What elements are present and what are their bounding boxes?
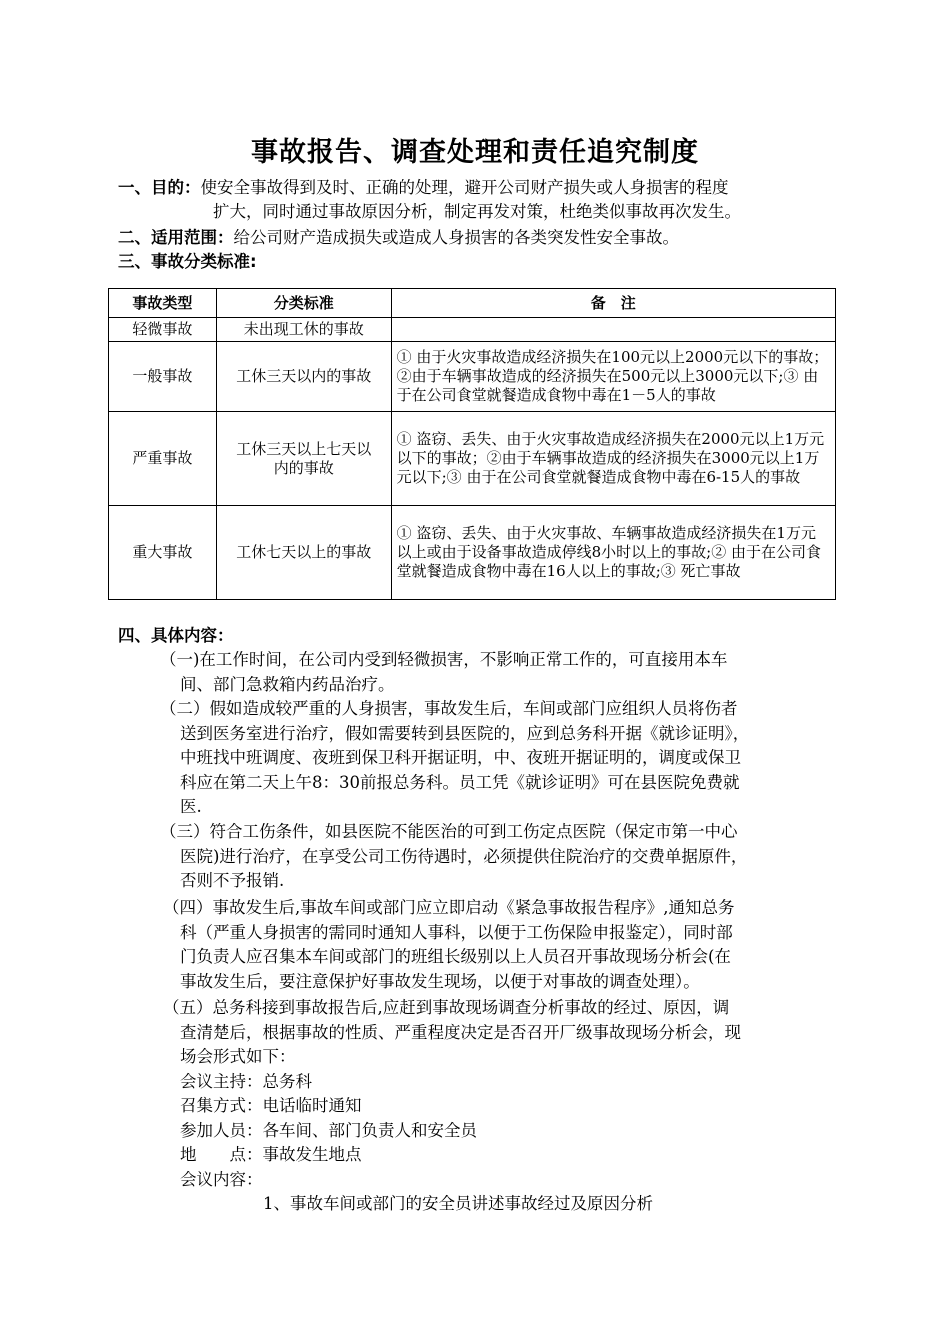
p2-line-2: 送到医务室进行治疗，假如需要转到县医院的，应到总务科开据《就诊证明》， [180, 723, 750, 743]
table-row [109, 412, 836, 506]
p4-line-4: 事故发生后，要注意保护好事故发生现场，以便于对事故的调查处理）。 [180, 971, 700, 991]
p1-line-1: （一)在工作时间，在公司内受到轻微损害，不影响正常工作的，可直接用本车 [160, 650, 728, 669]
p3-line-3: 否则不予报销. [180, 871, 285, 890]
document-title: 事故报告、调查处理和责任追究制度 [251, 137, 699, 168]
row-type: 轻微事故 [109, 318, 217, 342]
content-label: 四、具体内容： [118, 626, 234, 645]
row-note [391, 318, 835, 342]
row-note: ① 盗窃、丢失、由于火灾事故、车辆事故造成经济损失在1万元以上或由于设备事故造成停线8小时以上的事故;② 由于在公司食堂就餐造成食物中毒在16人以上的事故;③ 死亡事故 [391, 506, 835, 600]
meeting-attendees: 参加人员：各车间、部门负责人和安全员 [180, 1120, 477, 1140]
purpose-text: 使安全事故得到及时、正确的处理，避开公司财产损失或人身损害的程度 [200, 178, 729, 197]
row-note: ① 由于火灾事故造成经济损失在100元以上2000元以下的事故；②由于车辆事故造成的经济损失在500元以上3000元以下;③ 由于在公司食堂就餐造成食物中毒在1－5人的事故 [391, 342, 835, 412]
table-row [109, 506, 836, 600]
purpose-label: 一、目的： [118, 178, 201, 197]
row-standard: 工休七天以上的事故 [216, 506, 391, 600]
paragraph-1 [160, 648, 727, 697]
row-standard: 未出现工休的事故 [216, 318, 391, 342]
paragraph-3 [160, 820, 747, 894]
p5-line-1: （五）总务科接到事故报告后,应赶到事故现场调查分析事故的经过、原因，调 [163, 998, 730, 1017]
table-header-row [109, 289, 836, 318]
row-type: 一般事故 [109, 342, 217, 412]
scope-line [118, 226, 679, 250]
p2-line-5: 医. [180, 797, 202, 816]
header-standard: 分类标准 [216, 289, 391, 318]
meeting-host: 会议主持：总务科 [180, 1071, 312, 1091]
meeting-method: 召集方式：电话临时通知 [180, 1096, 362, 1115]
meeting-content-label: 会议内容： [180, 1169, 263, 1189]
meeting-content-item-1: 1、事故车间或部门的安全员讲述事故经过及原因分析 [263, 1194, 653, 1213]
classification-label: 三、事故分类标准: [118, 252, 257, 271]
p3-line-2: 医院)进行治疗，在享受公司工伤待遇时，必须提供住院治疗的交费单据原件， [180, 846, 748, 866]
p4-line-2: 科（严重人身损害的需同时通知人事科，以便于工伤保险申报鉴定），同时部 [180, 922, 733, 942]
p2-line-4: 科应在第二天上午8：30前报总务科。员工凭《就诊证明》可在县医院免费就 [180, 772, 740, 792]
scope-text: 给公司财产造成损失或造成人身损害的各类突发性安全事故。 [233, 228, 679, 247]
p2-line-3: 中班找中班调度、夜班到保卫科开据证明，中、夜班开据证明的，调度或保卫 [180, 748, 741, 767]
paragraph-5 [163, 996, 741, 1217]
scope-label: 二、适用范围： [118, 228, 234, 247]
p5-line-3: 场会形式如下： [180, 1047, 296, 1066]
purpose-line-2: 扩大，同时通过事故原因分析，制定再发对策，杜绝类似事故再次发生。 [213, 202, 741, 221]
p2-line-1: （二）假如造成较严重的人身损害，事故发生后，车间或部门应组织人员将伤者 [160, 699, 738, 718]
classification-table [108, 288, 836, 600]
row-standard: 工休三天以内的事故 [216, 342, 391, 412]
header-type: 事故类型 [109, 289, 217, 318]
purpose-line [118, 176, 729, 200]
header-note: 备 注 [391, 289, 835, 318]
p1-line-2: 间、部门急救箱内药品治疗。 [180, 674, 395, 694]
row-note: ① 盗窃、丢失、由于火灾事故造成经济损失在2000元以上1万元以下的事故；②由于车辆事故造成的经济损失在3000元以上1万元以下;③ 由于在公司食堂就餐造成食物中毒在6-15人的事故 [391, 412, 835, 506]
p4-line-3: 门负责人应召集本车间或部门的班组长级别以上人员召开事故现场分析会(在 [180, 947, 731, 966]
row-type: 严重事故 [109, 412, 217, 506]
p5-line-2: 查清楚后，根据事故的性质、严重程度决定是否召开厂级事故现场分析会，现 [180, 1022, 741, 1042]
table-row [109, 318, 836, 342]
paragraph-4 [163, 896, 735, 994]
meeting-location: 地 点：事故发生地点 [180, 1145, 362, 1164]
row-type: 重大事故 [109, 506, 217, 600]
table-row [109, 342, 836, 412]
row-standard: 工休三天以上七天以内的事故 [216, 412, 391, 506]
p4-line-1: （四）事故发生后,事故车间或部门应立即启动《紧急事故报告程序》,通知总务 [163, 898, 735, 917]
paragraph-2 [160, 697, 749, 820]
p3-line-1: （三）符合工伤条件，如县医院不能医治的可到工伤定点医院（保定市第一中心 [160, 822, 738, 841]
